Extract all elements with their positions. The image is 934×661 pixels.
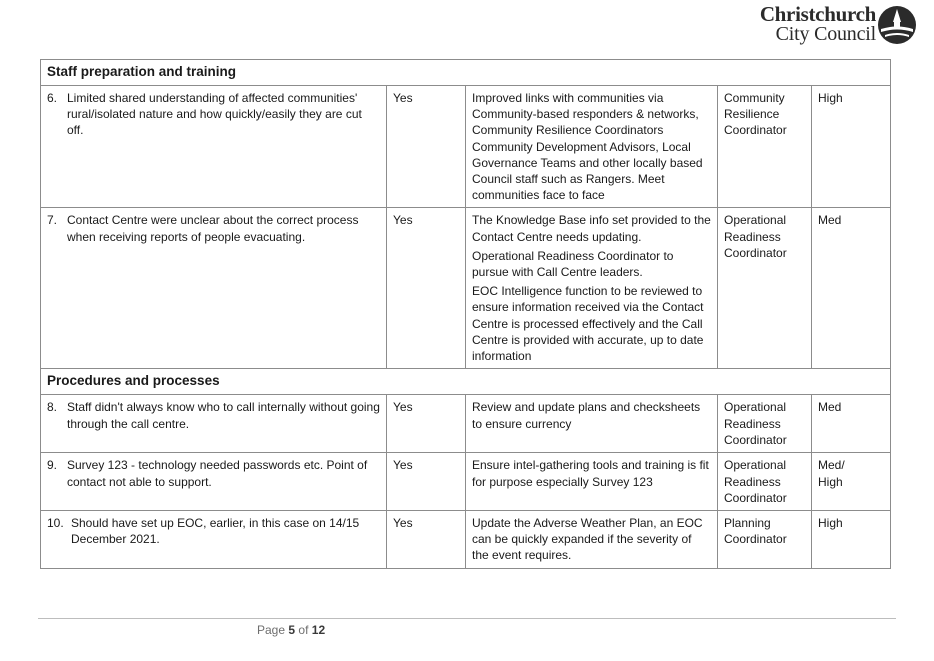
priority-cell: High [812,511,891,569]
owner-cell: Planning Coordinator [718,511,812,569]
issue-item [47,399,380,431]
table-row [41,208,891,369]
council-logo [742,4,922,48]
issue-cell [41,511,387,569]
action-cell [466,511,718,569]
issue-cell [41,208,387,369]
table-row [41,511,891,569]
action-text: The Knowledge Base info set provided to the Contact Centre needs updating. [472,213,711,244]
section-title: Staff preparation and training [41,60,891,86]
accepted-cell: Yes [387,511,466,569]
logo-line2: City Council [775,23,876,45]
action-text: Update the Adverse Weather Plan, an EOC can be quickly expanded if the severity of the event requires. [472,516,703,563]
issue-text: Contact Centre were unclear about the correct process when receiving reports of people evacuating. [67,213,359,244]
owner-cell: Operational Readiness Coordinator [718,395,812,453]
page-of: of [298,623,309,637]
table-row [41,86,891,208]
issue-number: 10. [47,516,64,531]
issue-item [47,515,380,547]
action-cell [466,86,718,208]
issue-number: 7. [47,213,58,228]
issue-number: 6. [47,91,58,105]
owner-cell: Community Resilience Coordinator [718,86,812,208]
action-text: Ensure intel-gathering tools and training is fit for purpose especially Survey 123 [472,458,709,489]
priority-cell: Med [812,395,891,453]
issue-cell [41,453,387,511]
action-table [40,59,891,569]
logo-text [742,4,876,44]
accepted-cell: Yes [387,208,466,369]
issue-text: Survey 123 - technology needed passwords etc. Point of contact not able to support. [67,458,368,489]
action-text: EOC Intelligence function to be reviewed to ensure information received via the Contact Centre is processed effectively and the Call Centre is provided with accurate, up to date information [472,284,704,364]
issue-number: 9. [47,458,58,473]
issue-cell [41,395,387,453]
issue-number: 8. [47,400,58,415]
action-cell [466,208,718,369]
logo-line1: Christchurch [759,2,876,26]
cathedral-logo-icon [877,5,917,45]
page-total: 12 [311,623,326,637]
action-text: Review and update plans and checksheets to ensure currency [472,400,701,431]
table-row [41,453,891,511]
footer-divider [38,618,896,619]
section-header-row [41,60,891,86]
accepted-cell: Yes [387,395,466,453]
priority-cell: Med [812,208,891,369]
section-header-row [41,369,891,395]
issue-item [47,90,380,139]
priority-cell: Med/ High [812,453,891,511]
page-current: 5 [288,623,296,637]
action-cell [466,453,718,511]
issue-cell [41,86,387,208]
page-label: Page [257,623,286,637]
issue-item [47,212,380,244]
owner-cell: Operational Readiness Coordinator [718,453,812,511]
issue-item [47,457,380,489]
issue-text: Staff didn't always know who to call internally without going through the call centre. [67,400,380,431]
accepted-cell: Yes [387,453,466,511]
issue-text: Limited shared understanding of affected communities' rural/isolated nature and how quickly/easily they are cut off. [67,91,362,138]
issue-text: Should have set up EOC, earlier, in this case on 14/15 December 2021. [71,516,360,547]
section-title: Procedures and processes [41,369,891,395]
action-text: Operational Readiness Coordinator to pursue with Call Centre leaders. [472,248,674,280]
accepted-cell: Yes [387,86,466,208]
page-footer [257,623,325,637]
action-text: Improved links with communities via Community-based responders & networks, Community Resilience Coordinators Community Development Advisors, Local Governance Teams and other locally based Council staff such as Rangers. Meet communities face to face [472,91,703,203]
action-cell [466,395,718,453]
table-row [41,395,891,453]
priority-cell: High [812,86,891,208]
owner-cell: Operational Readiness Coordinator [718,208,812,369]
